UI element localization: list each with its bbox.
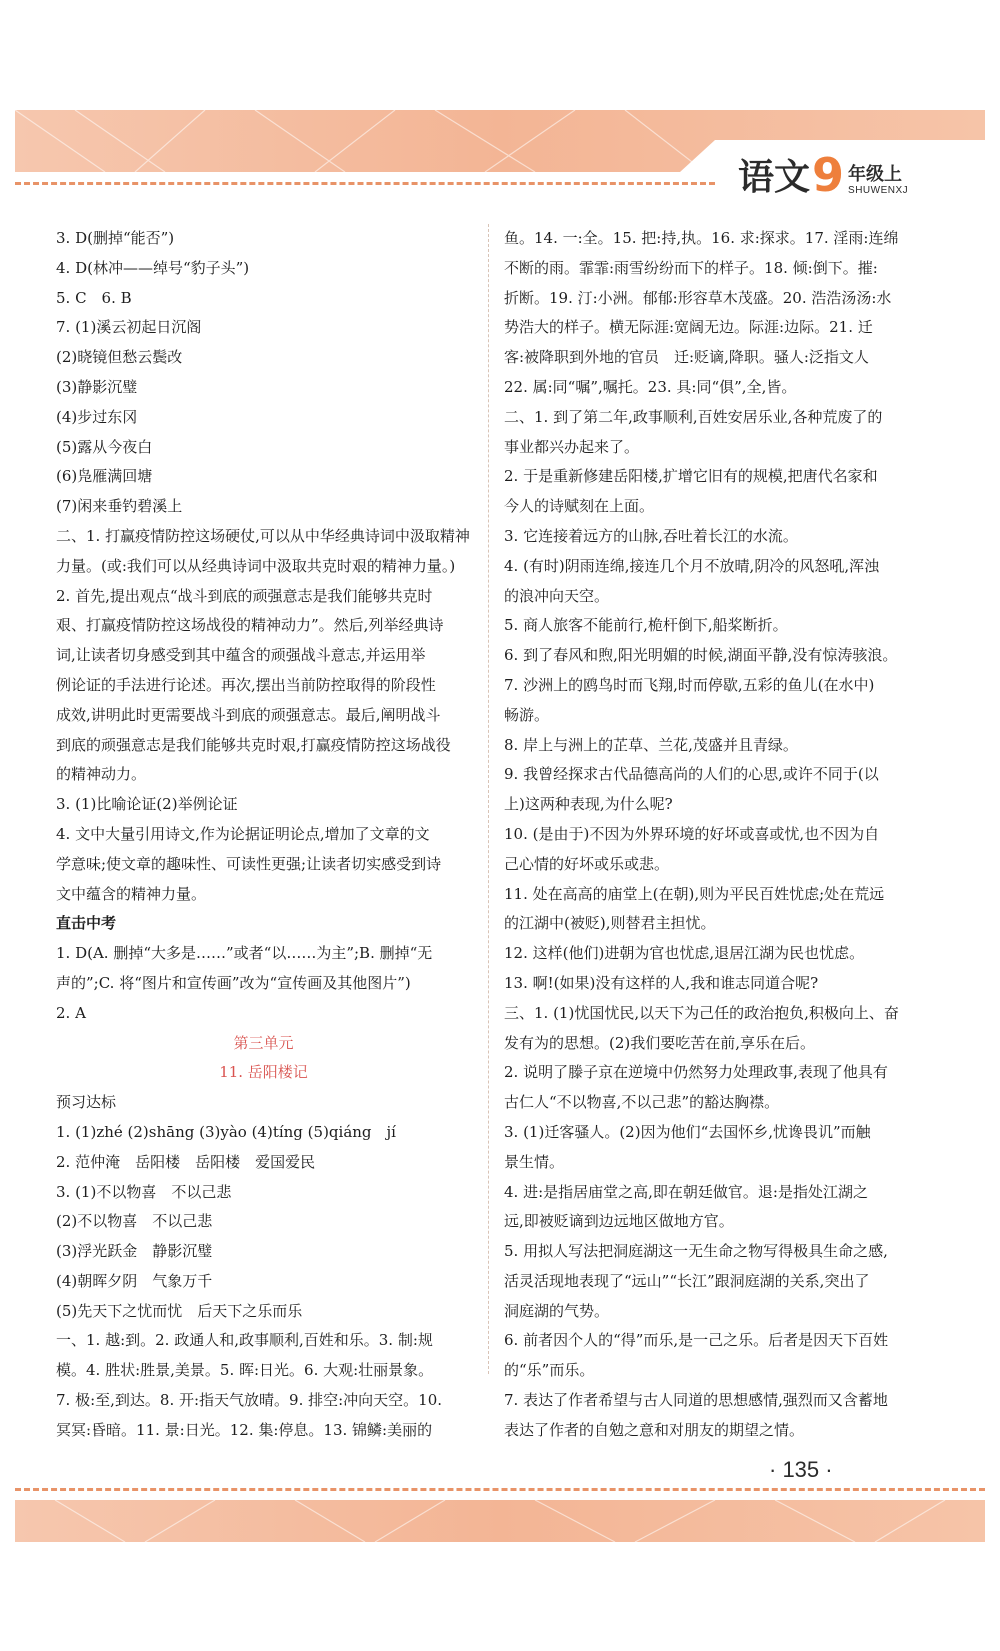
answer-line: 文中蕴含的精神力量。 [56, 884, 207, 903]
subject-title: 语文 [738, 157, 811, 198]
answer-line: 学意味;使文章的趣味性、可读性更强;让读者切实感受到诗 [56, 854, 442, 873]
footer-pattern [15, 1500, 985, 1542]
answer-line: 12. 这样(他们)进朝为官也忧虑,退居江湖为民也忧虑。 [504, 944, 865, 963]
answer-line: 2. 首先,提出观点“战斗到底的顽强意志是我们能够共克时 [56, 586, 433, 605]
answer-line: 客:被降职到外地的官员 迁:贬谪,降职。骚人:泛指文人 [504, 348, 869, 367]
left-answer-column [56, 224, 471, 1446]
answer-line: 预习达标 [56, 1093, 117, 1112]
answer-line: 古仁人“不以物喜,不以己悲”的豁达胸襟。 [504, 1093, 780, 1112]
answer-line: (3)静影沉璧 [56, 377, 138, 396]
answer-line: 5. 用拟人写法把洞庭湖这一无生命之物写得极具生命之感, [504, 1242, 888, 1261]
answer-line: 艰、打赢疫情防控这场战役的精神动力”。然后,列举经典诗 [56, 616, 444, 635]
right-answer-column [504, 224, 916, 1446]
answer-line: 6. 到了春风和煦,阳光明媚的时候,湖面平静,没有惊涛骇浪。 [504, 646, 898, 665]
answer-line: 7. 沙洲上的鸥鸟时而飞翔,时而停歇,五彩的鱼儿(在水中) [504, 675, 875, 694]
answer-line: 4. 进:是指居庙堂之高,即在朝廷做官。退:是指处江湖之 [504, 1182, 868, 1201]
answer-line: 3. (1)比喻论证(2)举例论证 [56, 795, 238, 814]
answer-line: (4)步过东冈 [56, 407, 138, 426]
answer-line: 词,让读者切身感受到其中蕴含的顽强战斗意志,并运用举 [56, 646, 426, 665]
answer-line: 的精神动力。 [56, 765, 147, 784]
answer-line: 5. C 6. B [56, 288, 132, 307]
header-dashed-line [15, 182, 715, 185]
answer-line: 模。4. 胜状:胜景,美景。5. 晖:日光。6. 大观:壮丽景象。 [56, 1361, 434, 1380]
answer-line: 1. D(A. 删掉“大多是……”或者“以……为主”;B. 删掉“无 [56, 944, 433, 963]
footer-banner [15, 1500, 985, 1542]
answer-line: 一、1. 越:到。2. 政通人和,政事顺利,百姓和乐。3. 制:规 [56, 1331, 433, 1350]
answer-line: 6. 前者因个人的“得”而乐,是一己之乐。后者是因天下百姓 [504, 1331, 889, 1350]
answer-line: 2. 于是重新修建岳阳楼,扩增它旧有的规模,把唐代名家和 [504, 467, 878, 486]
answer-line: 二、1. 打赢疫情防控这场硬仗,可以从中华经典诗词中汲取精神 [56, 526, 470, 545]
subject-badge [738, 146, 909, 202]
footer-dashed-line [15, 1488, 985, 1491]
answer-line: 8. 岸上与洲上的芷草、兰花,茂盛并且青绿。 [504, 735, 798, 754]
answer-line: 2. 范仲淹 岳阳楼 岳阳楼 爱国爱民 [56, 1152, 316, 1171]
answer-line: 22. 属:同“嘱”,嘱托。23. 具:同“俱”,全,皆。 [504, 377, 797, 396]
answer-line: (6)凫雁满回塘 [56, 467, 153, 486]
answer-line: (5)先天下之忧而忧 后天下之乐而乐 [56, 1301, 303, 1320]
answer-line: 7. 极:至,到达。8. 开:指天气放晴。9. 排空:冲向天空。10. [56, 1391, 443, 1410]
answer-line: 远,即被贬谪到边远地区做地方官。 [504, 1212, 734, 1231]
answer-line: 11. 岳阳楼记 [219, 1063, 308, 1082]
answer-line: 3. 它连接着远方的山脉,吞吐着长江的水流。 [504, 526, 798, 545]
answer-line: 直击中考 [56, 914, 117, 933]
answer-line: 例论证的手法进行论述。再次,摆出当前防控取得的阶段性 [56, 675, 436, 694]
answer-line: 的“乐”而乐。 [504, 1361, 595, 1380]
answer-line: 冥冥:昏暗。11. 景:日光。12. 集:停息。13. 锦鳞:美丽的 [56, 1420, 433, 1439]
answer-line: 4. 文中大量引用诗文,作为论据证明论点,增加了文章的文 [56, 824, 430, 843]
answer-line: 的江湖中(被贬),则替君主担忧。 [504, 914, 716, 933]
answer-line: 的浪冲向天空。 [504, 586, 610, 605]
answer-line: 声的”;C. 将“图片和宣传画”改为“宣传画及其他图片”) [56, 973, 411, 992]
answer-line: 力量。(或:我们可以从经典诗词中汲取共克时艰的精神力量。) [56, 556, 456, 575]
answer-line: 洞庭湖的气势。 [504, 1301, 610, 1320]
answer-line: 景生情。 [504, 1152, 565, 1171]
answer-line: 到底的顽强意志是我们能够共克时艰,打赢疫情防控这场战役 [56, 735, 451, 754]
answer-line: 活灵活现地表现了“远山”“长江”跟洞庭湖的关系,突出了 [504, 1271, 870, 1290]
answer-line: 13. 啊!(如果)没有这样的人,我和谁志同道合呢? [504, 973, 819, 992]
answer-line: (4)朝晖夕阴 气象万千 [56, 1271, 213, 1290]
answer-line: (2)晓镜但愁云鬓改 [56, 348, 183, 367]
answer-line: 11. 处在高高的庙堂上(在朝),则为平民百姓忧虑;处在荒远 [504, 884, 885, 903]
answer-line: 10. (是由于)不因为外界环境的好坏或喜或忧,也不因为自 [504, 824, 880, 843]
answer-line: 己心情的好坏或乐或悲。 [504, 854, 670, 873]
answer-line: 1. (1)zhé (2)shāng (3)yào (4)tíng (5)qiáng jí [56, 1122, 396, 1141]
column-divider [488, 224, 489, 1374]
answer-line: 不断的雨。霏霏:雨雪纷纷而下的样子。18. 倾:倒下。摧: [504, 258, 878, 277]
answer-line: 表达了作者的自勉之意和对朋友的期望之情。 [504, 1420, 805, 1439]
answer-line: 折断。19. 汀:小洲。郁郁:形容草木茂盛。20. 浩浩汤汤:水 [504, 288, 892, 307]
answer-line: 4. (有时)阴雨连绵,接连几个月不放晴,阴冷的风怒吼,浑浊 [504, 556, 880, 575]
answer-line: 2. 说明了滕子京在逆境中仍然努力处理政事,表现了他具有 [504, 1063, 888, 1082]
answer-line: 成效,讲明此时更需要战斗到底的顽强意志。最后,阐明战斗 [56, 705, 441, 724]
answer-line: 畅游。 [504, 705, 550, 724]
answer-line: 2. A [56, 1003, 86, 1022]
answer-line: (5)露从今夜白 [56, 437, 153, 456]
answer-line: 9. 我曾经探求古代品德高尚的人们的心思,或许不同于(以 [504, 765, 879, 784]
answer-line: 今人的诗赋刻在上面。 [504, 497, 655, 516]
answer-line: 事业都兴办起来了。 [504, 437, 640, 456]
answer-line: 7. 表达了作者希望与古人同道的思想感情,强烈而又含蓄地 [504, 1391, 888, 1410]
page-number: · 135 · [769, 1457, 833, 1482]
answer-line: 3. (1)不以物喜 不以己悲 [56, 1182, 232, 1201]
answer-line: 三、1. (1)忧国忧民,以天下为己任的政治抱负,积极向上、奋 [504, 1003, 899, 1022]
answer-line: 第三单元 [233, 1033, 294, 1052]
answer-line: 4. D(林冲——绰号“豹子头”) [56, 258, 250, 277]
answer-line: 二、1. 到了第二年,政事顺利,百姓安居乐业,各种荒废了的 [504, 407, 883, 426]
grade-label: 年级上 [848, 164, 903, 186]
answer-line: (7)闲来垂钓碧溪上 [56, 497, 183, 516]
answer-line: 鱼。14. 一:全。15. 把:持,执。16. 求:探求。17. 淫雨:连绵 [504, 229, 899, 247]
answer-line: 3. (1)迁客骚人。(2)因为他们“去国怀乡,忧谗畏讥”而触 [504, 1122, 871, 1141]
answer-line: 3. D(删掉“能否”) [56, 229, 175, 247]
answer-line: 7. (1)溪云初起日沉阁 [56, 318, 202, 337]
answer-line: (2)不以物喜 不以己悲 [56, 1212, 213, 1231]
answer-line: 发有为的思想。(2)我们要吃苦在前,享乐在后。 [504, 1033, 816, 1052]
answer-line: 上)这两种表现,为什么呢? [504, 795, 673, 814]
answer-line: (3)浮光跃金 静影沉璧 [56, 1242, 213, 1261]
subject-pinyin: SHUWENXJ [848, 185, 909, 196]
answer-line: 5. 商人旅客不能前行,桅杆倒下,船桨断折。 [504, 616, 788, 635]
grade-number: 9 [812, 147, 845, 202]
answer-line: 势浩大的样子。横无际涯:宽阔无边。际涯:边际。21. 迁 [504, 318, 873, 337]
